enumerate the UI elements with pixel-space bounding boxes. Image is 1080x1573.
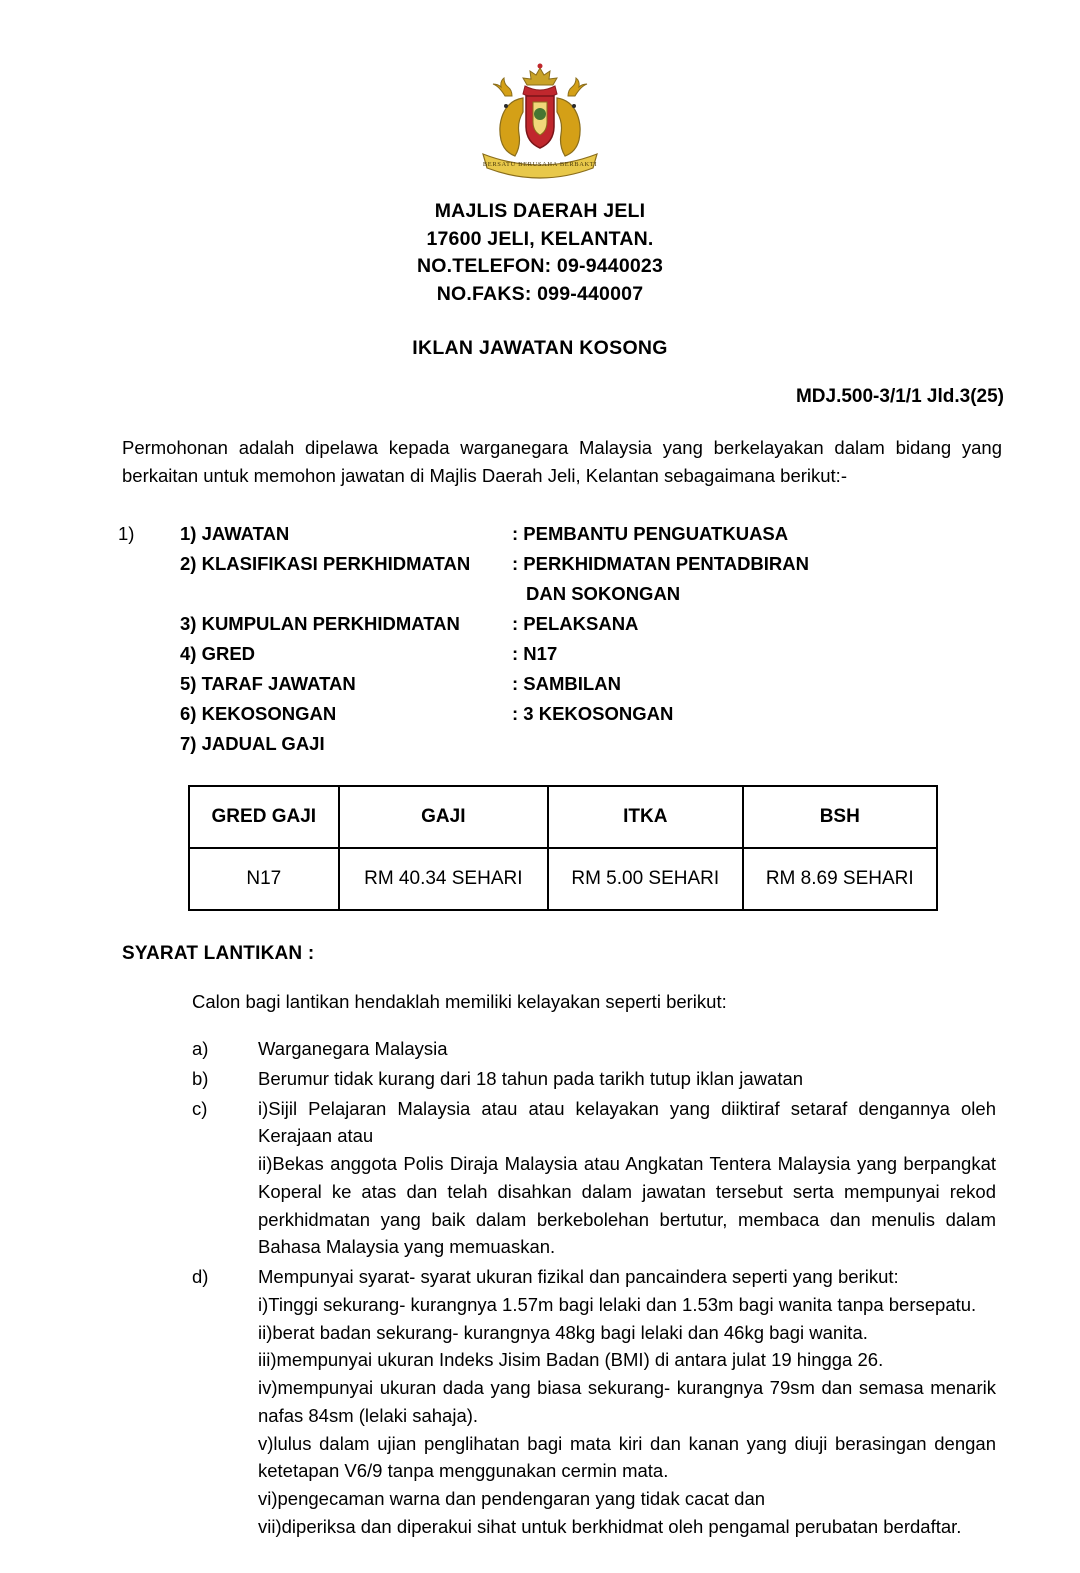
cell-gaji: RM 40.34 SEHARI xyxy=(339,848,548,910)
column-header-itka: ITKA xyxy=(548,786,742,848)
job-value: : 3 KEKOSONGAN xyxy=(512,703,674,725)
job-details-block xyxy=(70,519,1010,759)
list-body xyxy=(258,1035,996,1063)
org-fax: NO.FAKS: 099-440007 xyxy=(436,283,644,306)
job-label-spacer xyxy=(180,579,512,609)
job-row xyxy=(180,669,1010,699)
job-value: : N17 xyxy=(512,643,558,665)
list-paragraph: Warganegara Malaysia xyxy=(258,1038,448,1059)
job-row xyxy=(180,519,1010,549)
crest-container xyxy=(70,62,1010,180)
job-label: 3) KUMPULAN PERKHIDMATAN xyxy=(180,613,460,635)
cell-gred-gaji: N17 xyxy=(189,848,339,910)
org-phone: NO.TELEFON: 09-9440023 xyxy=(416,255,664,278)
list-paragraph: v)lulus dalam ujian penglihatan bagi mata kiri dan kanan yang diuji berasingan dengan ketetapan V6/9 tanpa menggunakan cermin mata. xyxy=(258,1432,996,1482)
salary-table xyxy=(188,785,938,911)
job-row xyxy=(180,609,1010,639)
list-marker: d) xyxy=(192,1266,209,1287)
list-item xyxy=(192,1065,996,1093)
column-header-gaji: GAJI xyxy=(339,786,548,848)
cell-bsh: RM 8.69 SEHARI xyxy=(743,848,938,910)
list-body xyxy=(258,1065,996,1093)
cell-itka: RM 5.00 SEHARI xyxy=(548,848,742,910)
job-label: 5) TARAF JAWATAN xyxy=(180,673,356,695)
column-header-gred-gaji: GRED GAJI xyxy=(189,786,339,848)
list-paragraph: iv)mempunyai ukuran dada yang biasa sekurang- kurangnya 79sm dan semasa menarik nafas 84sm (lelaki sahaja). xyxy=(258,1377,996,1426)
list-item xyxy=(192,1035,996,1063)
syarat-intro: Calon bagi lantikan hendaklah memiliki kelayakan seperti berikut: xyxy=(192,991,727,1012)
job-label: 6) KEKOSONGAN xyxy=(180,703,337,725)
list-marker: a) xyxy=(192,1038,209,1059)
list-marker: b) xyxy=(192,1067,209,1089)
table-row xyxy=(189,848,937,910)
list-item xyxy=(192,1095,996,1262)
svg-text:BERSATU BERUSAHA BERBAKTI: BERSATU BERUSAHA BERBAKTI xyxy=(482,161,598,168)
list-item xyxy=(192,1263,996,1541)
coat-of-arms-icon xyxy=(465,62,615,180)
job-row-continuation xyxy=(180,579,1010,609)
reference-number: MDJ.500-3/1/1 Jld.3(25) xyxy=(795,385,1004,407)
list-paragraph: i)Sijil Pelajaran Malaysia atau atau kelayakan yang diiktiraf setaraf dengannya oleh Kerajaan atau xyxy=(258,1097,996,1147)
list-paragraph: Berumur tidak kurang dari 18 tahun pada tarikh tutup iklan jawatan xyxy=(258,1067,804,1089)
table-header-row xyxy=(189,786,937,848)
list-paragraph: ii)berat badan sekurang- kurangnya 48kg bagi lelaki dan 46kg bagi wanita. xyxy=(258,1321,868,1343)
job-label: 4) GRED xyxy=(180,643,256,665)
list-paragraph: vi)pengecaman warna dan pendengaran yang tidak cacat dan xyxy=(258,1488,766,1509)
list-paragraph: iii)mempunyai ukuran Indeks Jisim Badan (BMI) di antara julat 19 hingga 26. xyxy=(258,1349,884,1371)
salary-table-container xyxy=(70,785,1010,911)
job-label: 1) JAWATAN xyxy=(180,523,290,545)
job-index: 1) xyxy=(118,523,135,545)
list-paragraph: Mempunyai syarat- syarat ukuran fizikal dan pancaindera seperti yang berikut: xyxy=(258,1266,899,1287)
section-title-syarat-lantikan: SYARAT LANTIKAN : xyxy=(122,943,315,964)
list-body xyxy=(258,1263,996,1541)
job-value: : PERKHIDMATAN PENTADBIRAN xyxy=(512,553,810,575)
list-paragraph: ii)Bekas anggota Polis Diraja Malaysia atau Angkatan Tentera Malaysia yang berpangkat Koperal ke atas dan telah disahkan dalam jawatan tersebut serta mempunyai rekod perkhidmatan yang baik dalam berkebolehan bertutur, membaca dan menulis dalam Bahasa Malaysia yang memuaskan. xyxy=(258,1153,996,1258)
list-paragraph: i)Tinggi sekurang- kurangnya 1.57m bagi lelaki dan 1.53m bagi wanita tanpa bersepatu. xyxy=(258,1293,977,1315)
syarat-list xyxy=(70,1035,1010,1541)
intro-paragraph: Permohonan adalah dipelawa kepada warganegara Malaysia yang berkelayakan dalam bidang yang berkaitan untuk memohon jawatan di Majlis Daerah Jeli, Kelantan sebagaimana berikut:- xyxy=(122,436,1002,486)
org-name: MAJLIS DAERAH JELI xyxy=(434,200,646,222)
job-label: 7) JADUAL GAJI xyxy=(180,733,325,755)
job-label: 2) KLASIFIKASI PERKHIDMATAN xyxy=(180,553,471,575)
org-address: 17600 JELI, KELANTAN. xyxy=(426,227,654,250)
job-value: : PEMBANTU PENGUATKUASA xyxy=(512,523,789,545)
job-rows xyxy=(180,519,1010,759)
page-title: IKLAN JAWATAN KOSONG xyxy=(412,336,668,359)
organization-header xyxy=(70,198,1010,309)
job-row xyxy=(180,699,1010,729)
list-marker: c) xyxy=(192,1097,208,1119)
job-row xyxy=(180,549,1010,579)
list-body xyxy=(258,1095,996,1262)
job-value: : PELAKSANA xyxy=(512,613,639,635)
job-value-continuation: DAN SOKONGAN xyxy=(526,583,681,605)
job-value: : SAMBILAN xyxy=(512,673,621,695)
list-paragraph: vii)diperiksa dan diperakui sihat untuk berkhidmat oleh pengamal perubatan berdaftar. xyxy=(258,1515,962,1537)
job-row xyxy=(180,729,1010,759)
column-header-bsh: BSH xyxy=(743,786,938,848)
job-row xyxy=(180,639,1010,669)
